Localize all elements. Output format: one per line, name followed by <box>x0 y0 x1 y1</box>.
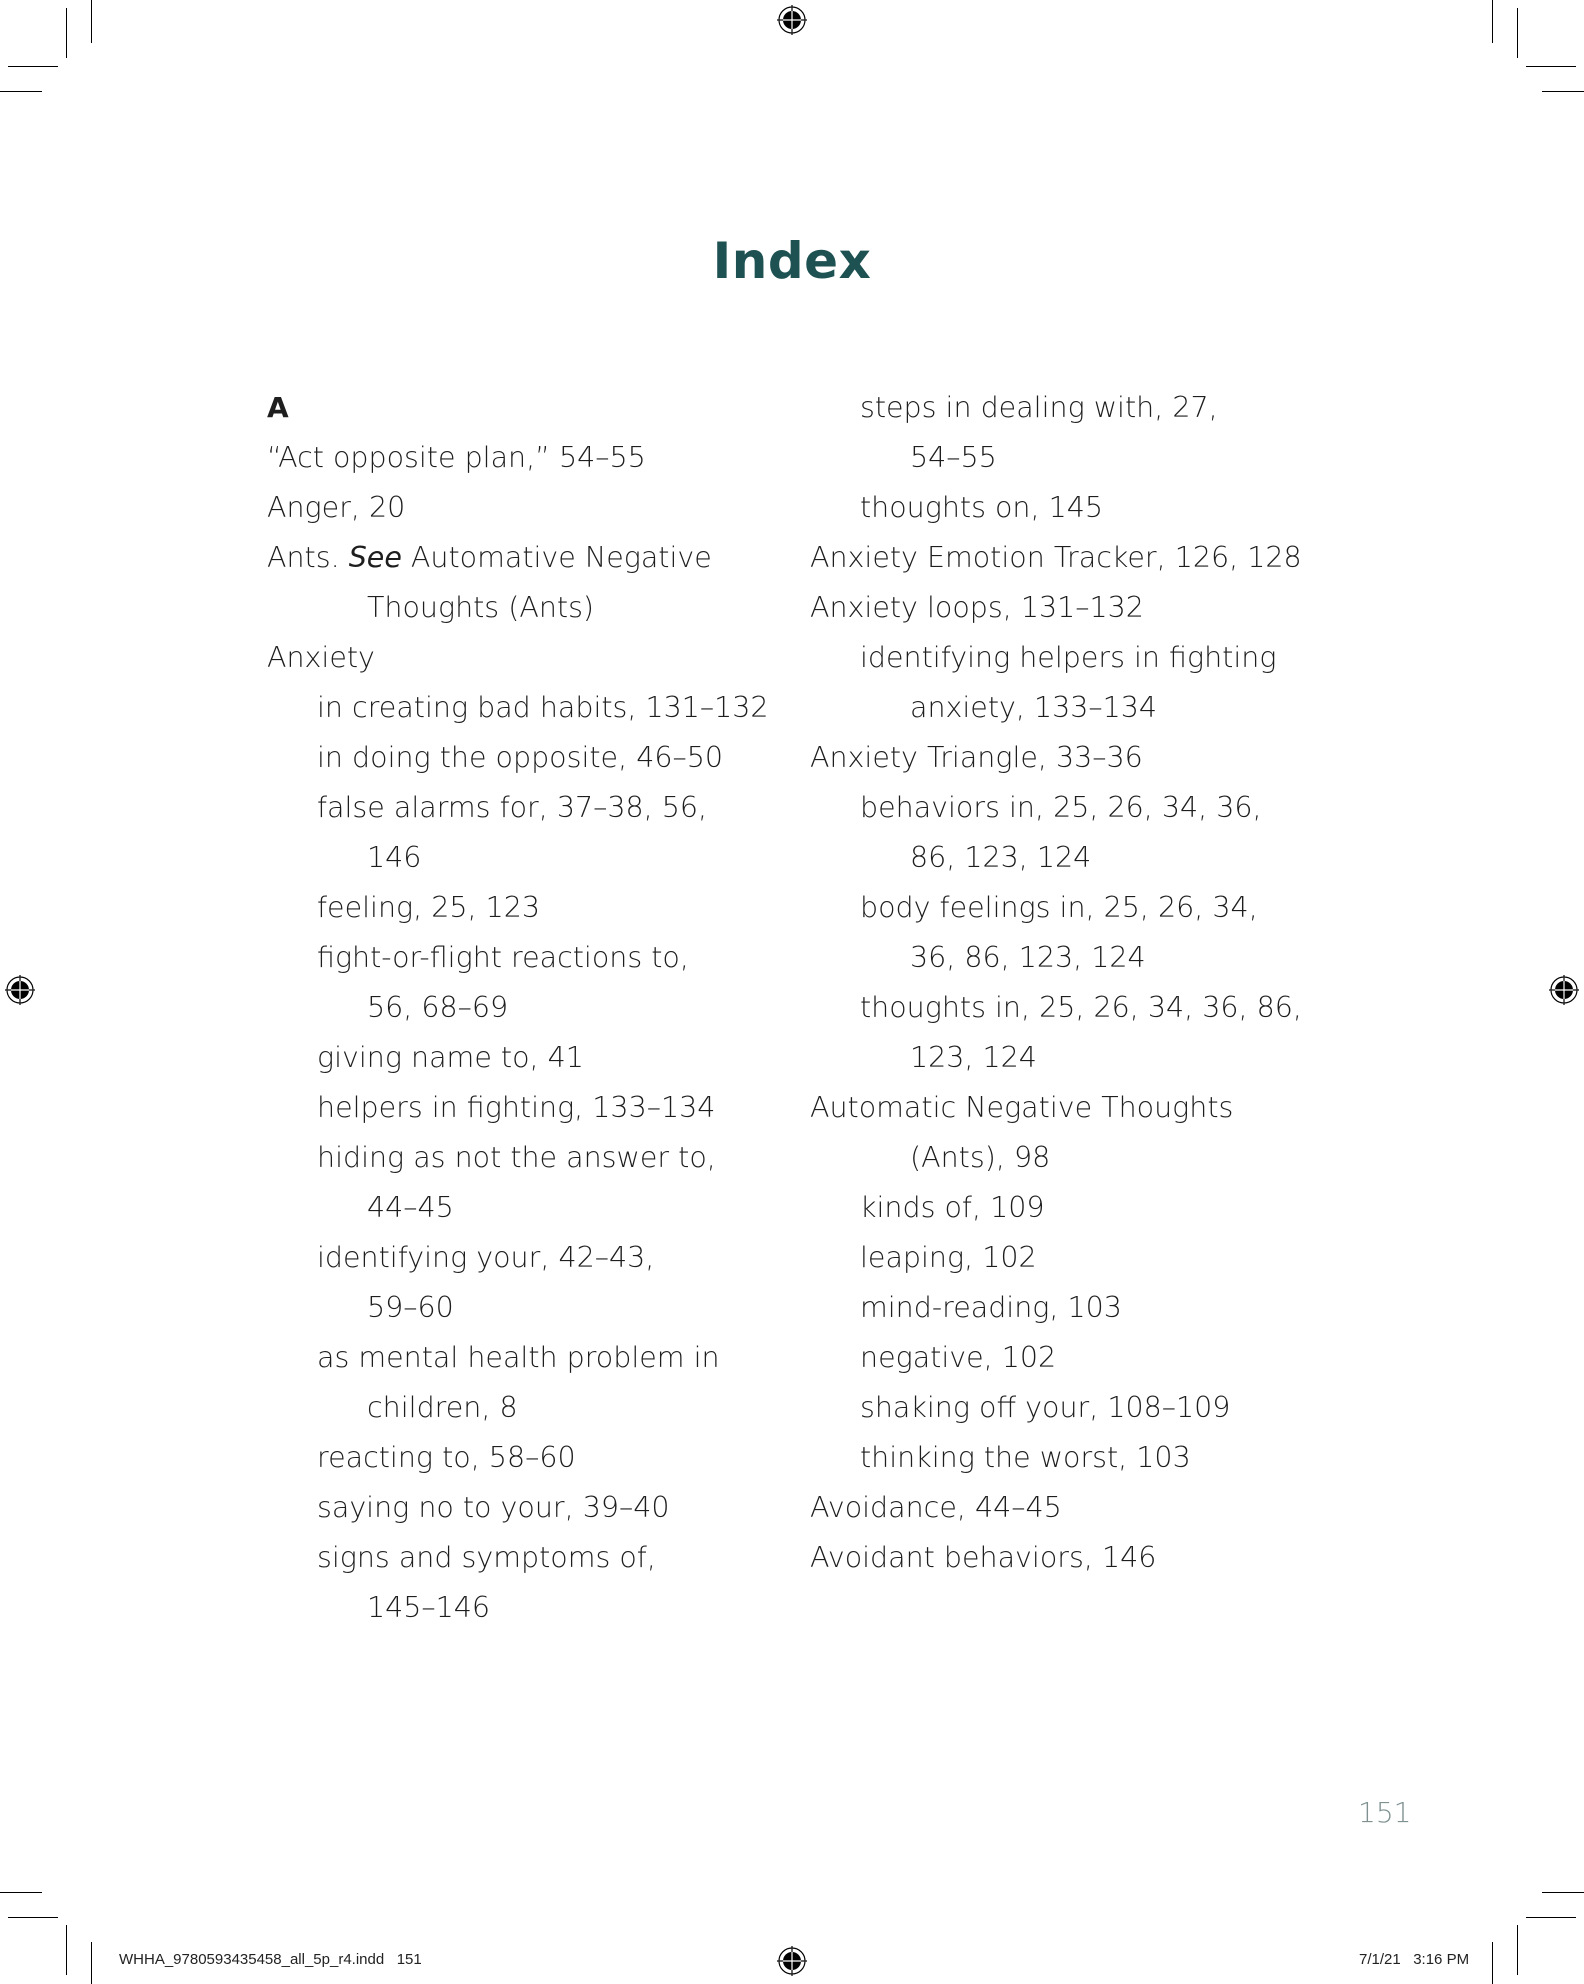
index-entry: Anxiety Triangle, 33–36 <box>810 741 1143 774</box>
index-entry-continuation: Thoughts (Ants) <box>367 591 595 624</box>
index-entry-continuation: 36, 86, 123, 124 <box>910 941 1146 974</box>
index-subentry: fight-or-flight reactions to, <box>317 941 689 974</box>
index-subentry: behaviors in, 25, 26, 34, 36, <box>860 791 1262 824</box>
crop-mark <box>1492 1942 1493 1984</box>
index-entry-continuation: (Ants), 98 <box>910 1141 1051 1174</box>
index-subentry: thoughts on, 145 <box>860 491 1104 524</box>
index-entry-continuation: children, 8 <box>367 1391 518 1424</box>
crop-mark <box>1492 0 1493 43</box>
index-subentry: as mental health problem in <box>317 1341 720 1374</box>
index-entry: Avoidance, 44–45 <box>810 1491 1062 1524</box>
index-subentry: helpers in fighting, 133–134 <box>317 1091 716 1124</box>
section-letter: A <box>267 391 289 424</box>
crop-mark <box>8 1917 58 1918</box>
index-entry-continuation: 56, 68–69 <box>367 991 509 1024</box>
registration-mark-icon <box>1549 975 1579 1005</box>
index-subentry: saying no to your, 39–40 <box>317 1491 670 1524</box>
crop-mark <box>0 91 42 92</box>
index-subentry: mind-reading, 103 <box>860 1291 1122 1324</box>
index-subentry: in creating bad habits, 131–132 <box>317 691 769 724</box>
index-column-left <box>267 383 769 1633</box>
index-entry: “Act opposite plan,” 54–55 <box>267 441 646 474</box>
index-subentry: giving name to, 41 <box>317 1041 584 1074</box>
index-entry-continuation: 54–55 <box>910 441 997 474</box>
index-subentry: reacting to, 58–60 <box>317 1441 576 1474</box>
registration-mark-icon <box>5 975 35 1005</box>
index-subentry: identifying your, 42–43, <box>317 1241 655 1274</box>
index-subentry: steps in dealing with, 27, <box>860 391 1218 424</box>
index-entry: Anxiety loops, 131–132 <box>810 591 1144 624</box>
registration-mark-icon <box>777 1946 807 1976</box>
page-number: 151 <box>1358 1796 1412 1829</box>
index-subentry: feeling, 25, 123 <box>317 891 541 924</box>
index-subentry: thinking the worst, 103 <box>860 1441 1191 1474</box>
index-entry-see-reference <box>267 533 769 583</box>
index-entry-continuation: 44–45 <box>367 1191 454 1224</box>
crop-mark <box>1526 1917 1576 1918</box>
index-subentry: kinds of, 109 <box>860 1191 1045 1224</box>
crop-mark <box>0 1892 42 1893</box>
index-subentry: false alarms for, 37–38, 56, <box>317 791 708 824</box>
slug-file-info: WHHA_9780593435458_all_5p_r4.indd 151 <box>119 1951 422 1968</box>
index-subentry: leaping, 102 <box>860 1241 1037 1274</box>
index-subentry: thoughts in, 25, 26, 34, 36, 86, <box>860 991 1302 1024</box>
index-subentry: shaking off your, 108–109 <box>860 1391 1231 1424</box>
index-subentry: negative, 102 <box>860 1341 1057 1374</box>
index-entry-continuation: anxiety, 133–134 <box>910 691 1158 724</box>
index-subentry: signs and symptoms of, <box>317 1541 656 1574</box>
index-entry: Anxiety Emotion Tracker, 126, 128 <box>810 541 1302 574</box>
index-subentry: in doing the opposite, 46–50 <box>317 741 723 774</box>
index-entry-continuation: 145–146 <box>367 1591 491 1624</box>
index-entry: Automatic Negative Thoughts <box>810 1091 1234 1124</box>
crop-mark <box>66 1925 67 1975</box>
index-entry: Anger, 20 <box>267 491 406 524</box>
index-subentry: identifying helpers in fighting <box>860 641 1277 674</box>
crop-mark <box>1517 1925 1518 1975</box>
index-entry-continuation: 146 <box>367 841 422 874</box>
index-entry-term: Ants. <box>267 541 349 574</box>
crop-mark <box>8 66 58 67</box>
index-entry-continuation: 123, 124 <box>910 1041 1037 1074</box>
index-entry: Anxiety <box>267 641 375 674</box>
crop-mark <box>91 0 92 43</box>
slug-datetime: 7/1/21 3:16 PM <box>1359 1951 1470 1968</box>
crop-mark <box>91 1942 92 1984</box>
see-label: See <box>348 541 402 574</box>
crop-mark <box>1542 1892 1584 1893</box>
see-target: Automative Negative <box>401 541 712 574</box>
index-subentry: body feelings in, 25, 26, 34, <box>860 891 1258 924</box>
page-title: Index <box>712 232 872 290</box>
index-column-right <box>810 383 1302 1583</box>
crop-mark <box>1542 91 1584 92</box>
registration-mark-icon <box>777 5 807 35</box>
index-entry-continuation: 59–60 <box>367 1291 454 1324</box>
crop-mark <box>66 8 67 58</box>
index-entry: Avoidant behaviors, 146 <box>810 1541 1157 1574</box>
index-entry-continuation: 86, 123, 124 <box>910 841 1092 874</box>
crop-mark <box>1517 8 1518 58</box>
crop-mark <box>1526 66 1576 67</box>
index-subentry: hiding as not the answer to, <box>317 1141 716 1174</box>
